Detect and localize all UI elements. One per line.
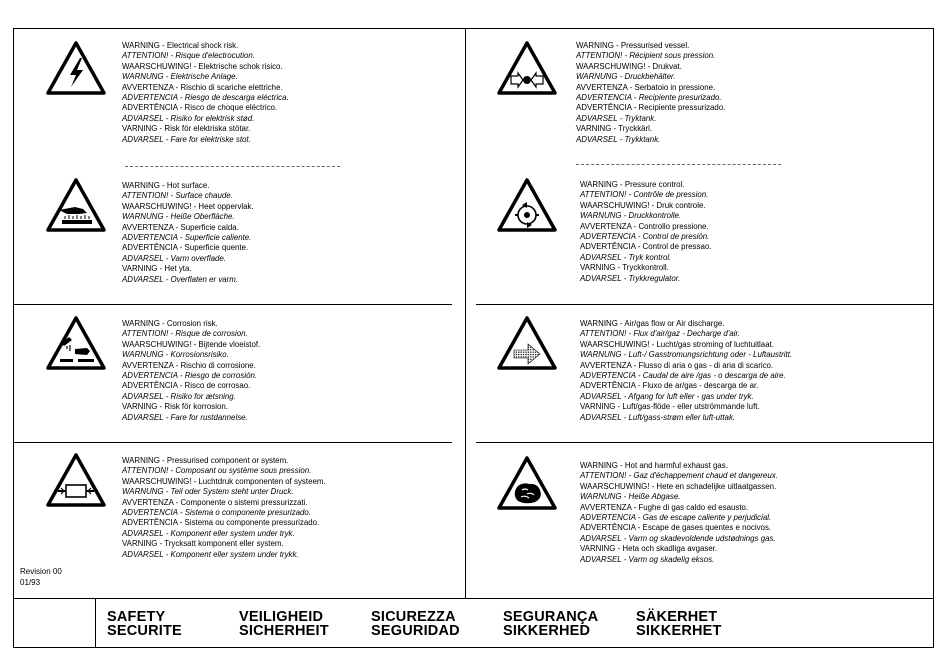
pressure-control-icon (496, 177, 558, 235)
warning-line: VARNING - Risk för korrosion. (122, 402, 228, 412)
warning-line: WARNUNG - Heiße Abgase. (580, 492, 681, 502)
warning-line: WARNING - Hot surface. (122, 181, 210, 190)
warning-line: WARNING - Air/gas flow or Air discharge. (580, 319, 725, 328)
warning-line: ADVARSEL - Risiko for elektrisk stød. (122, 113, 255, 123)
warning-line: ADVARSEL - Varm og skadevoldende udstødnings gas. (580, 533, 776, 543)
warning-line: ADVARSEL - Risiko for ætsning. (122, 391, 236, 401)
warning-line: ADVERTENCIA - Riesgo de descarga eléctrica. (122, 93, 289, 103)
warning-line: AVVERTENZA - Rischio di scariche elettriche. (122, 82, 283, 92)
warning-line: ADVARSEL - Tryk kontrol. (580, 252, 672, 262)
warning-line: ADVARSEL - Varm overflade. (122, 253, 226, 263)
warning-line: WARNUNG - Korrosionsrisiko. (122, 350, 229, 360)
warning-line: ADVARSEL - Trykktank. (576, 134, 661, 144)
warning-line: ADVERTÊNCIA - Sistema ou componente pressurizado. (122, 518, 320, 528)
footer-title-bottom: SIKKERHED (503, 623, 591, 639)
warning-line: ADVARSEL - Tryktank. (576, 113, 657, 123)
warning-line: WAARSCHUWING! - Drukvat. (576, 61, 682, 71)
separator-left-3 (13, 442, 452, 443)
warning-line: ADVERTENCIA - Riesgo de corrosión. (122, 371, 258, 381)
warning-line: VARNING - Heta och skadliga avgaser. (580, 544, 718, 554)
warning-line: ATTENTION! - Récipient sous pression. (576, 51, 716, 61)
warning-line: ADVERTENCIA - Superficie caliente. (122, 233, 252, 243)
warning-line: ATTENTION! - Composant ou système sous pression. (122, 466, 312, 476)
warning-block-corrosion (122, 319, 452, 423)
warning-line: WAARSCHUWING! - Hete en schadelijke uitlaatgassen. (580, 481, 777, 491)
footer-title-1 (107, 610, 182, 638)
revision-date: 01/93 (20, 578, 41, 587)
warning-line: ADVERTÊNCIA - Risco de choque eléctrico. (122, 103, 278, 113)
warning-line: ADVARSEL - Luft/gass-strøm eller luft-uttak. (580, 412, 736, 422)
footer-title-top: VEILIGHEID (239, 609, 324, 625)
warning-line: ADVERTENCIA - Caudal de aire /gas - o descarga de aire. (580, 371, 786, 381)
footer-title-bottom: SICHERHEIT (239, 623, 329, 639)
warning-line: WAARSCHUWING! - Druk controle. (580, 200, 706, 210)
warning-line: ADVARSEL - Overflaten er varm. (122, 274, 239, 284)
warning-line: ADVERTÊNCIA - Risco de corrosao. (122, 381, 251, 391)
footer-title-3 (371, 610, 460, 638)
separator-right-3 (476, 442, 934, 443)
hot-surface-icon (45, 177, 107, 235)
separator-right-2 (476, 304, 934, 305)
warning-line: ADVERTÊNCIA - Fluxo de ar/gas - descarga de ar. (580, 381, 759, 391)
warning-line: VARNING - Het yta. (122, 264, 192, 274)
separator-right-1 (576, 164, 781, 165)
footer-title-2 (239, 610, 329, 638)
warning-line: ADVERTENCIA - Recipiente presurizado. (576, 93, 722, 103)
separator-left-1 (125, 166, 340, 167)
footer-title-top: SICUREZZA (371, 609, 456, 625)
warning-line: AVVERTENZA - Serbatoio in pressione. (576, 82, 716, 92)
pressurised-vessel-icon (496, 40, 558, 98)
warning-line: VARNING - Tryckkärl. (576, 124, 653, 134)
warning-line: ADVERTENCIA - Control de presión. (580, 232, 710, 242)
warning-block-electrical (122, 41, 452, 145)
warning-block-hot-surface (122, 181, 452, 285)
warning-line: WARNING - Pressure control. (580, 180, 685, 189)
warning-line: WARNING - Electrical shock risk. (122, 41, 239, 50)
warning-line: ATTENTION! - Risque d'electrocution. (122, 51, 255, 61)
separator-left-2 (13, 304, 452, 305)
warning-line: ATTENTION! - Risque de corrosion. (122, 329, 248, 339)
warning-block-air-gas-flow (580, 319, 910, 423)
corrosion-icon (45, 315, 107, 373)
warning-line: AVVERTENZA - Componente o sistemi pressurizzati. (122, 497, 308, 507)
warning-line: ATTENTION! - Flux d'air/gaz - Decharge d'air. (580, 329, 740, 339)
warning-line: WARNUNG - Druckbehälter. (576, 72, 676, 82)
air-flow-icon (496, 315, 558, 373)
footer-title-4 (503, 610, 598, 638)
warning-line: ADVARSEL - Fare for elektriske stot. (122, 134, 251, 144)
warning-block-pressurised-component (122, 456, 452, 560)
footer-title-bottom: SECURITE (107, 623, 182, 639)
warning-line: WARNING - Corrosion risk. (122, 319, 218, 328)
warning-line: ADVERTENCIA - Sistema o componente presurizado. (122, 508, 312, 518)
pressurised-component-icon (45, 452, 107, 510)
warning-line: ADVERTENCIA - Gas de escape caliente y perjudicial. (580, 513, 772, 523)
center-divider (465, 28, 466, 598)
warning-line: VARNING - Risk för elektriska stötar. (122, 124, 251, 134)
footer-title-5 (636, 610, 722, 638)
footer-title-top: SEGURANÇA (503, 609, 599, 625)
warning-line: WARNING - Pressurised component or system. (122, 456, 289, 465)
warning-line: WARNUNG - Teil oder System steht unter Druck. (122, 487, 294, 497)
warning-line: ADVERTÊNCIA - Superficie quente. (122, 243, 249, 253)
warning-line: AVVERTENZA - Fughe di gas caldo ed esausto. (580, 502, 749, 512)
warning-line: ADVERTÊNCIA - Recipiente pressurizado. (576, 103, 726, 113)
warning-line: ADVERTÊNCIA - Control de pressao. (580, 242, 712, 252)
warning-line: WAARSCHUWING! - Elektrische schok risico. (122, 61, 283, 71)
warning-line: AVVERTENZA - Controllo pressione. (580, 221, 709, 231)
warning-line: ADVERTÊNCIA - Escape de gases quentes e nocivos. (580, 523, 772, 533)
warning-line: WAARSCHUWING! - Bijtende vloeistof. (122, 339, 261, 349)
warning-line: ADVARSEL - Varm og skadelig eksos. (580, 554, 715, 564)
revision-label: Revision 00 (20, 567, 62, 576)
warning-block-pressurised-vessel (576, 41, 906, 145)
electrical-shock-icon (45, 40, 107, 98)
warning-line: ADVARSEL - Komponent eller system under trykk. (122, 549, 299, 559)
warning-line: ADVARSEL - Trykkregulator. (580, 273, 681, 283)
warning-line: WAARSCHUWING! - Heet oppervlak. (122, 201, 254, 211)
warning-block-exhaust-gas (580, 461, 910, 565)
warning-line: WARNING - Pressurised vessel. (576, 41, 690, 50)
footer-title-bottom: SEGURIDAD (371, 623, 460, 639)
warning-line: ADVARSEL - Afgang for luft eller - gas under tryk. (580, 391, 754, 401)
warning-line: AVVERTENZA - Flusso di aria o gas - di aria di scarico. (580, 360, 774, 370)
warning-line: WARNUNG - Druckkontrolle. (580, 211, 682, 221)
warning-line: ADVARSEL - Fare for rustdannelse. (122, 412, 248, 422)
revision-note (20, 566, 62, 588)
warning-line: ATTENTION! - Gaz d'échappement chaud et dangereux. (580, 471, 778, 481)
footer-title-bottom: SIKKERHET (636, 623, 722, 639)
exhaust-gas-icon (496, 455, 558, 513)
warning-line: VARNING - Tryckkontroll. (580, 263, 669, 273)
warning-line: VARNING - Trycksatt komponent eller system. (122, 539, 284, 549)
warning-block-pressure-control (580, 180, 910, 284)
warning-line: WAARSCHUWING! - Lucht/gas stroming of luchtuitlaat. (580, 339, 774, 349)
warning-line: ADVARSEL - Komponent eller system under tryk. (122, 528, 295, 538)
warning-line: WARNING - Hot and harmful exhaust gas. (580, 461, 728, 470)
warning-line: ATTENTION! - Contrôle de pression. (580, 190, 709, 200)
warning-line: AVVERTENZA - Superficie calda. (122, 222, 239, 232)
warning-line: WARNUNG - Elektrische Anlage. (122, 72, 238, 82)
warning-line: WAARSCHUWING! - Luchtdruk componenten of systeem. (122, 476, 326, 486)
footer-title-top: SÄKERHET (636, 609, 718, 625)
footer-rule (13, 598, 934, 599)
footer-divider (95, 598, 96, 648)
warning-line: ATTENTION! - Surface chaude. (122, 191, 233, 201)
warning-line: VARNING - Luft/gas-flöde - eller utströmmande luft. (580, 402, 760, 412)
footer-title-top: SAFETY (107, 609, 166, 625)
warning-line: WARNUNG - Luft-/ Gasstromungsrichtung oder - Luftaustritt. (580, 350, 793, 360)
warning-line: AVVERTENZA - Rischio di corrosione. (122, 360, 256, 370)
warning-line: WARNUNG - Heiße Oberfläche. (122, 212, 235, 222)
